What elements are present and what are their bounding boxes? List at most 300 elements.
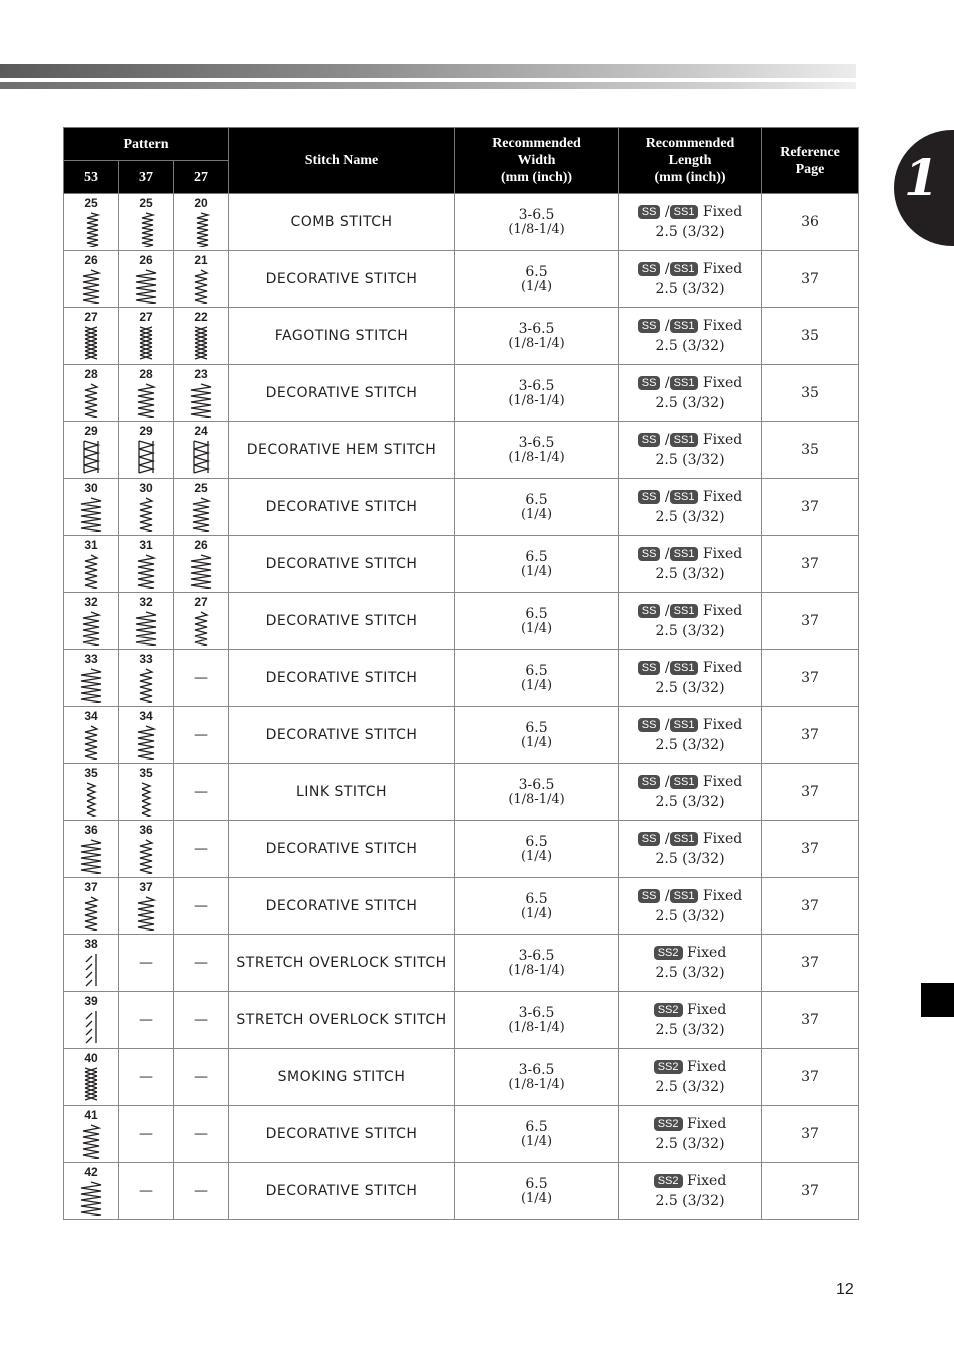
width-mm: 3-6.5	[518, 377, 555, 394]
fixed-label: Fixed	[686, 1116, 727, 1132]
length-value: 2.5 (3/32)	[655, 851, 725, 867]
stitch-name: DECORATIVE STITCH	[229, 707, 455, 764]
header-line: Recommended	[645, 136, 735, 151]
decorative-stitch-icon	[78, 838, 104, 874]
pattern-number-cell	[174, 365, 228, 421]
separator: /	[660, 261, 670, 277]
fixed-label: Fixed	[686, 1173, 727, 1189]
pattern-number: 35	[84, 766, 98, 780]
presser-foot-line	[619, 1172, 761, 1190]
header-line: Width	[517, 153, 556, 168]
presser-foot-line	[619, 830, 761, 848]
length-value: 2.5 (3/32)	[655, 908, 725, 924]
decorative-stitch-icon	[78, 610, 104, 646]
pattern-cell	[64, 422, 119, 479]
no-pattern: —	[194, 841, 208, 857]
pattern-number: 31	[139, 538, 153, 552]
reference-page: 37	[762, 764, 859, 821]
pattern-cell	[64, 1049, 119, 1106]
ss1-foot-badge: SS1	[670, 319, 699, 333]
length-value: 2.5 (3/32)	[655, 338, 725, 354]
ss1-foot-badge: SS1	[670, 262, 699, 276]
recommended-width	[455, 536, 619, 593]
decorative-stitch-icon	[188, 610, 214, 646]
pattern-cell	[174, 1163, 229, 1220]
pattern-number: 20	[194, 196, 208, 210]
reference-page: 37	[762, 251, 859, 308]
pattern-number: 37	[139, 880, 153, 894]
hem-stitch-icon	[188, 439, 214, 475]
width-mm: 3-6.5	[518, 1061, 555, 1078]
stitch-name: STRETCH OVERLOCK STITCH	[229, 992, 455, 1049]
pattern-number: 36	[84, 823, 98, 837]
fixed-label: Fixed	[702, 375, 743, 391]
stitch-name: DECORATIVE STITCH	[229, 1163, 455, 1220]
length-value: 2.5 (3/32)	[655, 1136, 725, 1152]
width-mm: 3-6.5	[518, 434, 555, 451]
no-pattern: —	[194, 898, 208, 914]
separator: /	[660, 603, 670, 619]
fixed-label: Fixed	[702, 774, 743, 790]
pattern-number-cell	[119, 422, 173, 478]
recommended-width	[455, 479, 619, 536]
pattern-cell	[64, 707, 119, 764]
table-row	[64, 707, 859, 764]
decorative-stitch-icon	[133, 895, 159, 931]
pattern-cell	[174, 878, 229, 935]
pattern-cell	[119, 764, 174, 821]
ss1-foot-badge: SS1	[670, 547, 699, 561]
pattern-number-cell	[174, 593, 228, 649]
recommended-width	[455, 422, 619, 479]
no-pattern: —	[194, 1069, 208, 1085]
header-gradient-bar	[0, 64, 856, 78]
pattern-number-cell	[64, 365, 118, 421]
decorative-stitch-icon	[133, 667, 159, 703]
pattern-number-cell	[174, 194, 228, 250]
fixed-label: Fixed	[702, 717, 743, 733]
ss-foot-badge: SS	[638, 205, 661, 219]
recommended-length	[619, 764, 762, 821]
table-row	[64, 935, 859, 992]
recommended-width	[455, 1106, 619, 1163]
reference-page: 37	[762, 1106, 859, 1163]
width-mm: 3-6.5	[518, 776, 555, 793]
table-row	[64, 194, 859, 251]
ss1-foot-badge: SS1	[670, 433, 699, 447]
pattern-cell	[174, 1049, 229, 1106]
width-inch: (1/8-1/4)	[508, 392, 565, 408]
reference-page: 37	[762, 536, 859, 593]
separator: /	[660, 318, 670, 334]
hem-stitch-icon	[133, 439, 159, 475]
length-value: 2.5 (3/32)	[655, 680, 725, 696]
stitch-name: DECORATIVE STITCH	[229, 593, 455, 650]
table-row	[64, 992, 859, 1049]
pattern-number-cell	[64, 878, 118, 934]
recommended-length	[619, 251, 762, 308]
pattern-number: 23	[194, 367, 208, 381]
separator: /	[660, 660, 670, 676]
decorative-stitch-icon	[188, 496, 214, 532]
pattern-number: 28	[139, 367, 153, 381]
recommended-width	[455, 251, 619, 308]
pattern-number-cell	[119, 707, 173, 763]
pattern-cell	[64, 194, 119, 251]
pattern-number: 27	[194, 595, 208, 609]
no-pattern: —	[139, 1069, 153, 1085]
ss-foot-badge: SS	[638, 661, 661, 675]
presser-foot-line	[619, 374, 761, 392]
separator: /	[660, 375, 670, 391]
link-stitch-icon	[78, 781, 104, 817]
width-mm: 6.5	[525, 833, 548, 850]
pattern-number: 32	[139, 595, 153, 609]
fixed-label: Fixed	[686, 1002, 727, 1018]
fixed-label: Fixed	[702, 603, 743, 619]
recommended-length	[619, 935, 762, 992]
reference-page: 35	[762, 308, 859, 365]
ss1-foot-badge: SS1	[670, 889, 699, 903]
presser-foot-line	[619, 545, 761, 563]
pattern-cell	[174, 707, 229, 764]
recommended-width	[455, 308, 619, 365]
pattern-cell	[119, 1106, 174, 1163]
model-37-header: 37	[119, 161, 174, 194]
recommended-width	[455, 365, 619, 422]
decorative-stitch-icon	[78, 553, 104, 589]
pattern-cell	[174, 194, 229, 251]
pattern-number: 29	[139, 424, 153, 438]
width-inch: (1/4)	[520, 1133, 553, 1149]
fixed-label: Fixed	[702, 546, 743, 562]
fixed-label: Fixed	[702, 432, 743, 448]
pattern-number-cell	[64, 1163, 118, 1219]
page-number: 12	[836, 1281, 854, 1298]
no-pattern: —	[139, 1183, 153, 1199]
no-pattern: —	[194, 784, 208, 800]
recommended-width	[455, 878, 619, 935]
table-row	[64, 1049, 859, 1106]
presser-foot-line	[619, 488, 761, 506]
reference-page: 36	[762, 194, 859, 251]
pattern-cell	[119, 593, 174, 650]
stitch-name: DECORATIVE HEM STITCH	[229, 422, 455, 479]
stitch-name: DECORATIVE STITCH	[229, 365, 455, 422]
pattern-number-cell	[64, 593, 118, 649]
header-line: Reference	[780, 144, 840, 160]
pattern-number-cell	[174, 536, 228, 592]
length-value: 2.5 (3/32)	[655, 737, 725, 753]
pattern-cell	[119, 992, 174, 1049]
pattern-header: Pattern	[64, 128, 229, 161]
width-inch: (1/4)	[520, 734, 553, 750]
decorative-stitch-icon	[133, 838, 159, 874]
pattern-number-cell	[64, 992, 118, 1048]
width-inch: (1/4)	[520, 848, 553, 864]
width-inch: (1/8-1/4)	[508, 449, 565, 465]
pattern-cell	[174, 536, 229, 593]
ss1-foot-badge: SS1	[670, 490, 699, 504]
pattern-cell	[64, 878, 119, 935]
pattern-number-cell	[64, 479, 118, 535]
width-mm: 6.5	[525, 605, 548, 622]
width-mm: 6.5	[525, 890, 548, 907]
pattern-number: 24	[194, 424, 208, 438]
pattern-cell	[174, 764, 229, 821]
no-pattern: —	[194, 1183, 208, 1199]
table-row	[64, 1163, 859, 1220]
presser-foot-line	[619, 887, 761, 905]
pattern-number: 25	[139, 196, 153, 210]
comb-stitch-icon	[188, 211, 214, 247]
presser-foot-line	[619, 317, 761, 335]
recommended-length	[619, 1163, 762, 1220]
pattern-cell	[119, 251, 174, 308]
pattern-number-cell	[64, 251, 118, 307]
ss-foot-badge: SS	[638, 262, 661, 276]
pattern-cell	[174, 650, 229, 707]
pattern-number: 25	[194, 481, 208, 495]
fixed-label: Fixed	[702, 261, 743, 277]
width-inch: (1/4)	[520, 278, 553, 294]
pattern-cell	[119, 479, 174, 536]
width-inch: (1/8-1/4)	[508, 1076, 565, 1092]
fixed-label: Fixed	[686, 945, 727, 961]
no-pattern: —	[194, 727, 208, 743]
pattern-cell	[64, 593, 119, 650]
pattern-number: 28	[84, 367, 98, 381]
ss-foot-badge: SS	[638, 889, 661, 903]
pattern-number-cell	[119, 821, 173, 877]
pattern-cell	[64, 365, 119, 422]
stitch-name: COMB STITCH	[229, 194, 455, 251]
link-stitch-icon	[133, 781, 159, 817]
table-row	[64, 308, 859, 365]
length-value: 2.5 (3/32)	[655, 1193, 725, 1209]
pattern-cell	[119, 878, 174, 935]
pattern-number: 25	[84, 196, 98, 210]
ss-foot-badge: SS	[638, 604, 661, 618]
stitch-name: DECORATIVE STITCH	[229, 251, 455, 308]
pattern-cell	[119, 365, 174, 422]
pattern-cell	[119, 650, 174, 707]
no-pattern: —	[139, 955, 153, 971]
pattern-cell	[174, 1106, 229, 1163]
ss2-foot-badge: SS2	[654, 1003, 683, 1017]
ss1-foot-badge: SS1	[670, 205, 699, 219]
ss1-foot-badge: SS1	[670, 661, 699, 675]
width-mm: 6.5	[525, 1118, 548, 1135]
pattern-number: 30	[139, 481, 153, 495]
presser-foot-line	[619, 659, 761, 677]
stitch-name: FAGOTING STITCH	[229, 308, 455, 365]
recommended-width	[455, 935, 619, 992]
decorative-stitch-icon	[78, 895, 104, 931]
recommended-width	[455, 821, 619, 878]
width-inch: (1/4)	[520, 1190, 553, 1206]
pattern-number-cell	[64, 650, 118, 706]
pattern-number: 26	[194, 538, 208, 552]
pattern-cell	[64, 764, 119, 821]
stitch-name: DECORATIVE STITCH	[229, 878, 455, 935]
pattern-cell	[174, 821, 229, 878]
stitch-table	[63, 127, 859, 1220]
pattern-cell	[174, 593, 229, 650]
length-value: 2.5 (3/32)	[655, 395, 725, 411]
ss2-foot-badge: SS2	[654, 1117, 683, 1131]
fixed-label: Fixed	[702, 831, 743, 847]
pattern-number-cell	[64, 1049, 118, 1105]
reference-page: 37	[762, 878, 859, 935]
separator: /	[660, 831, 670, 847]
reference-page: 35	[762, 422, 859, 479]
length-value: 2.5 (3/32)	[655, 224, 725, 240]
ss2-foot-badge: SS2	[654, 1174, 683, 1188]
width-mm: 6.5	[525, 263, 548, 280]
smocking-stitch-icon	[78, 1066, 104, 1102]
pattern-number: 37	[84, 880, 98, 894]
length-value: 2.5 (3/32)	[655, 1079, 725, 1095]
length-value: 2.5 (3/32)	[655, 623, 725, 639]
header-line: Page	[795, 161, 825, 177]
ss1-foot-badge: SS1	[670, 718, 699, 732]
header-line: (mm (inch))	[654, 170, 726, 185]
pattern-cell	[64, 935, 119, 992]
pattern-cell	[119, 935, 174, 992]
pattern-number: 33	[139, 652, 153, 666]
pattern-number-cell	[119, 764, 173, 820]
ss1-foot-badge: SS1	[670, 604, 699, 618]
fixed-label: Fixed	[686, 1059, 727, 1075]
pattern-cell	[174, 479, 229, 536]
separator: /	[660, 546, 670, 562]
fixed-label: Fixed	[702, 888, 743, 904]
pattern-cell	[64, 821, 119, 878]
stitch-name: DECORATIVE STITCH	[229, 1106, 455, 1163]
recommended-width	[455, 593, 619, 650]
presser-foot-line	[619, 602, 761, 620]
pattern-number: 34	[84, 709, 98, 723]
pattern-number-cell	[64, 422, 118, 478]
reference-page: 37	[762, 935, 859, 992]
recommended-length	[619, 593, 762, 650]
comb-stitch-icon	[78, 211, 104, 247]
stitch-name: LINK STITCH	[229, 764, 455, 821]
pattern-number-cell	[119, 308, 173, 364]
ss-foot-badge: SS	[638, 376, 661, 390]
pattern-cell	[119, 422, 174, 479]
header-line: Length	[668, 153, 712, 168]
pattern-number-cell	[119, 365, 173, 421]
ss-foot-badge: SS	[638, 547, 661, 561]
length-value: 2.5 (3/32)	[655, 1022, 725, 1038]
pattern-number-cell	[119, 194, 173, 250]
reference-page: 35	[762, 365, 859, 422]
decorative-stitch-icon	[133, 268, 159, 304]
recommended-length	[619, 479, 762, 536]
recommended-length	[619, 1049, 762, 1106]
width-mm: 3-6.5	[518, 320, 555, 337]
recommended-width	[455, 1163, 619, 1220]
pattern-cell	[64, 992, 119, 1049]
pattern-cell	[174, 365, 229, 422]
pattern-number: 27	[139, 310, 153, 324]
decorative-stitch-icon	[133, 553, 159, 589]
width-inch: (1/8-1/4)	[508, 335, 565, 351]
pattern-cell	[174, 251, 229, 308]
ss2-foot-badge: SS2	[654, 946, 683, 960]
recommended-length	[619, 878, 762, 935]
table-row	[64, 764, 859, 821]
pattern-number: 38	[84, 937, 98, 951]
pattern-number-cell	[119, 878, 173, 934]
pattern-number: 36	[139, 823, 153, 837]
no-pattern: —	[139, 1012, 153, 1028]
decorative-stitch-icon	[188, 268, 214, 304]
stitch-name: DECORATIVE STITCH	[229, 479, 455, 536]
presser-foot-line	[619, 773, 761, 791]
stitch-name: SMOKING STITCH	[229, 1049, 455, 1106]
pattern-number-cell	[64, 308, 118, 364]
reference-page: 37	[762, 821, 859, 878]
decorative-stitch-icon	[133, 382, 159, 418]
pattern-cell	[64, 251, 119, 308]
width-mm: 3-6.5	[518, 1004, 555, 1021]
width-mm: 3-6.5	[518, 206, 555, 223]
length-value: 2.5 (3/32)	[655, 965, 725, 981]
pattern-number-cell	[64, 194, 118, 250]
pattern-number-cell	[64, 536, 118, 592]
stitch-name: DECORATIVE STITCH	[229, 650, 455, 707]
pattern-cell	[119, 707, 174, 764]
separator: /	[660, 489, 670, 505]
table-row	[64, 1106, 859, 1163]
table-row	[64, 251, 859, 308]
pattern-cell	[64, 1163, 119, 1220]
pattern-number: 35	[139, 766, 153, 780]
pattern-number-cell	[174, 251, 228, 307]
reference-header	[762, 128, 859, 194]
recommended-length	[619, 650, 762, 707]
pattern-number-cell	[174, 422, 228, 478]
no-pattern: —	[194, 1126, 208, 1142]
reference-page: 37	[762, 650, 859, 707]
chapter-tab	[894, 130, 954, 246]
ss-foot-badge: SS	[638, 319, 661, 333]
separator: /	[660, 774, 670, 790]
separator: /	[660, 888, 670, 904]
header-line: (mm (inch))	[500, 170, 573, 185]
decorative-stitch-icon	[78, 268, 104, 304]
pattern-cell	[119, 1163, 174, 1220]
decorative-stitch-icon	[78, 667, 104, 703]
no-pattern: —	[139, 1126, 153, 1142]
section-marker	[921, 983, 954, 1017]
presser-foot-line	[619, 431, 761, 449]
pattern-cell	[64, 1106, 119, 1163]
recommended-length	[619, 422, 762, 479]
pattern-number-cell	[64, 935, 118, 991]
pattern-number: 31	[84, 538, 98, 552]
width-inch: (1/8-1/4)	[508, 962, 565, 978]
stitch-name: DECORATIVE STITCH	[229, 536, 455, 593]
pattern-number-cell	[174, 308, 228, 364]
decorative-stitch-icon	[78, 1123, 104, 1159]
presser-foot-line	[619, 1001, 761, 1019]
ss1-foot-badge: SS1	[670, 775, 699, 789]
recommended-width	[455, 764, 619, 821]
